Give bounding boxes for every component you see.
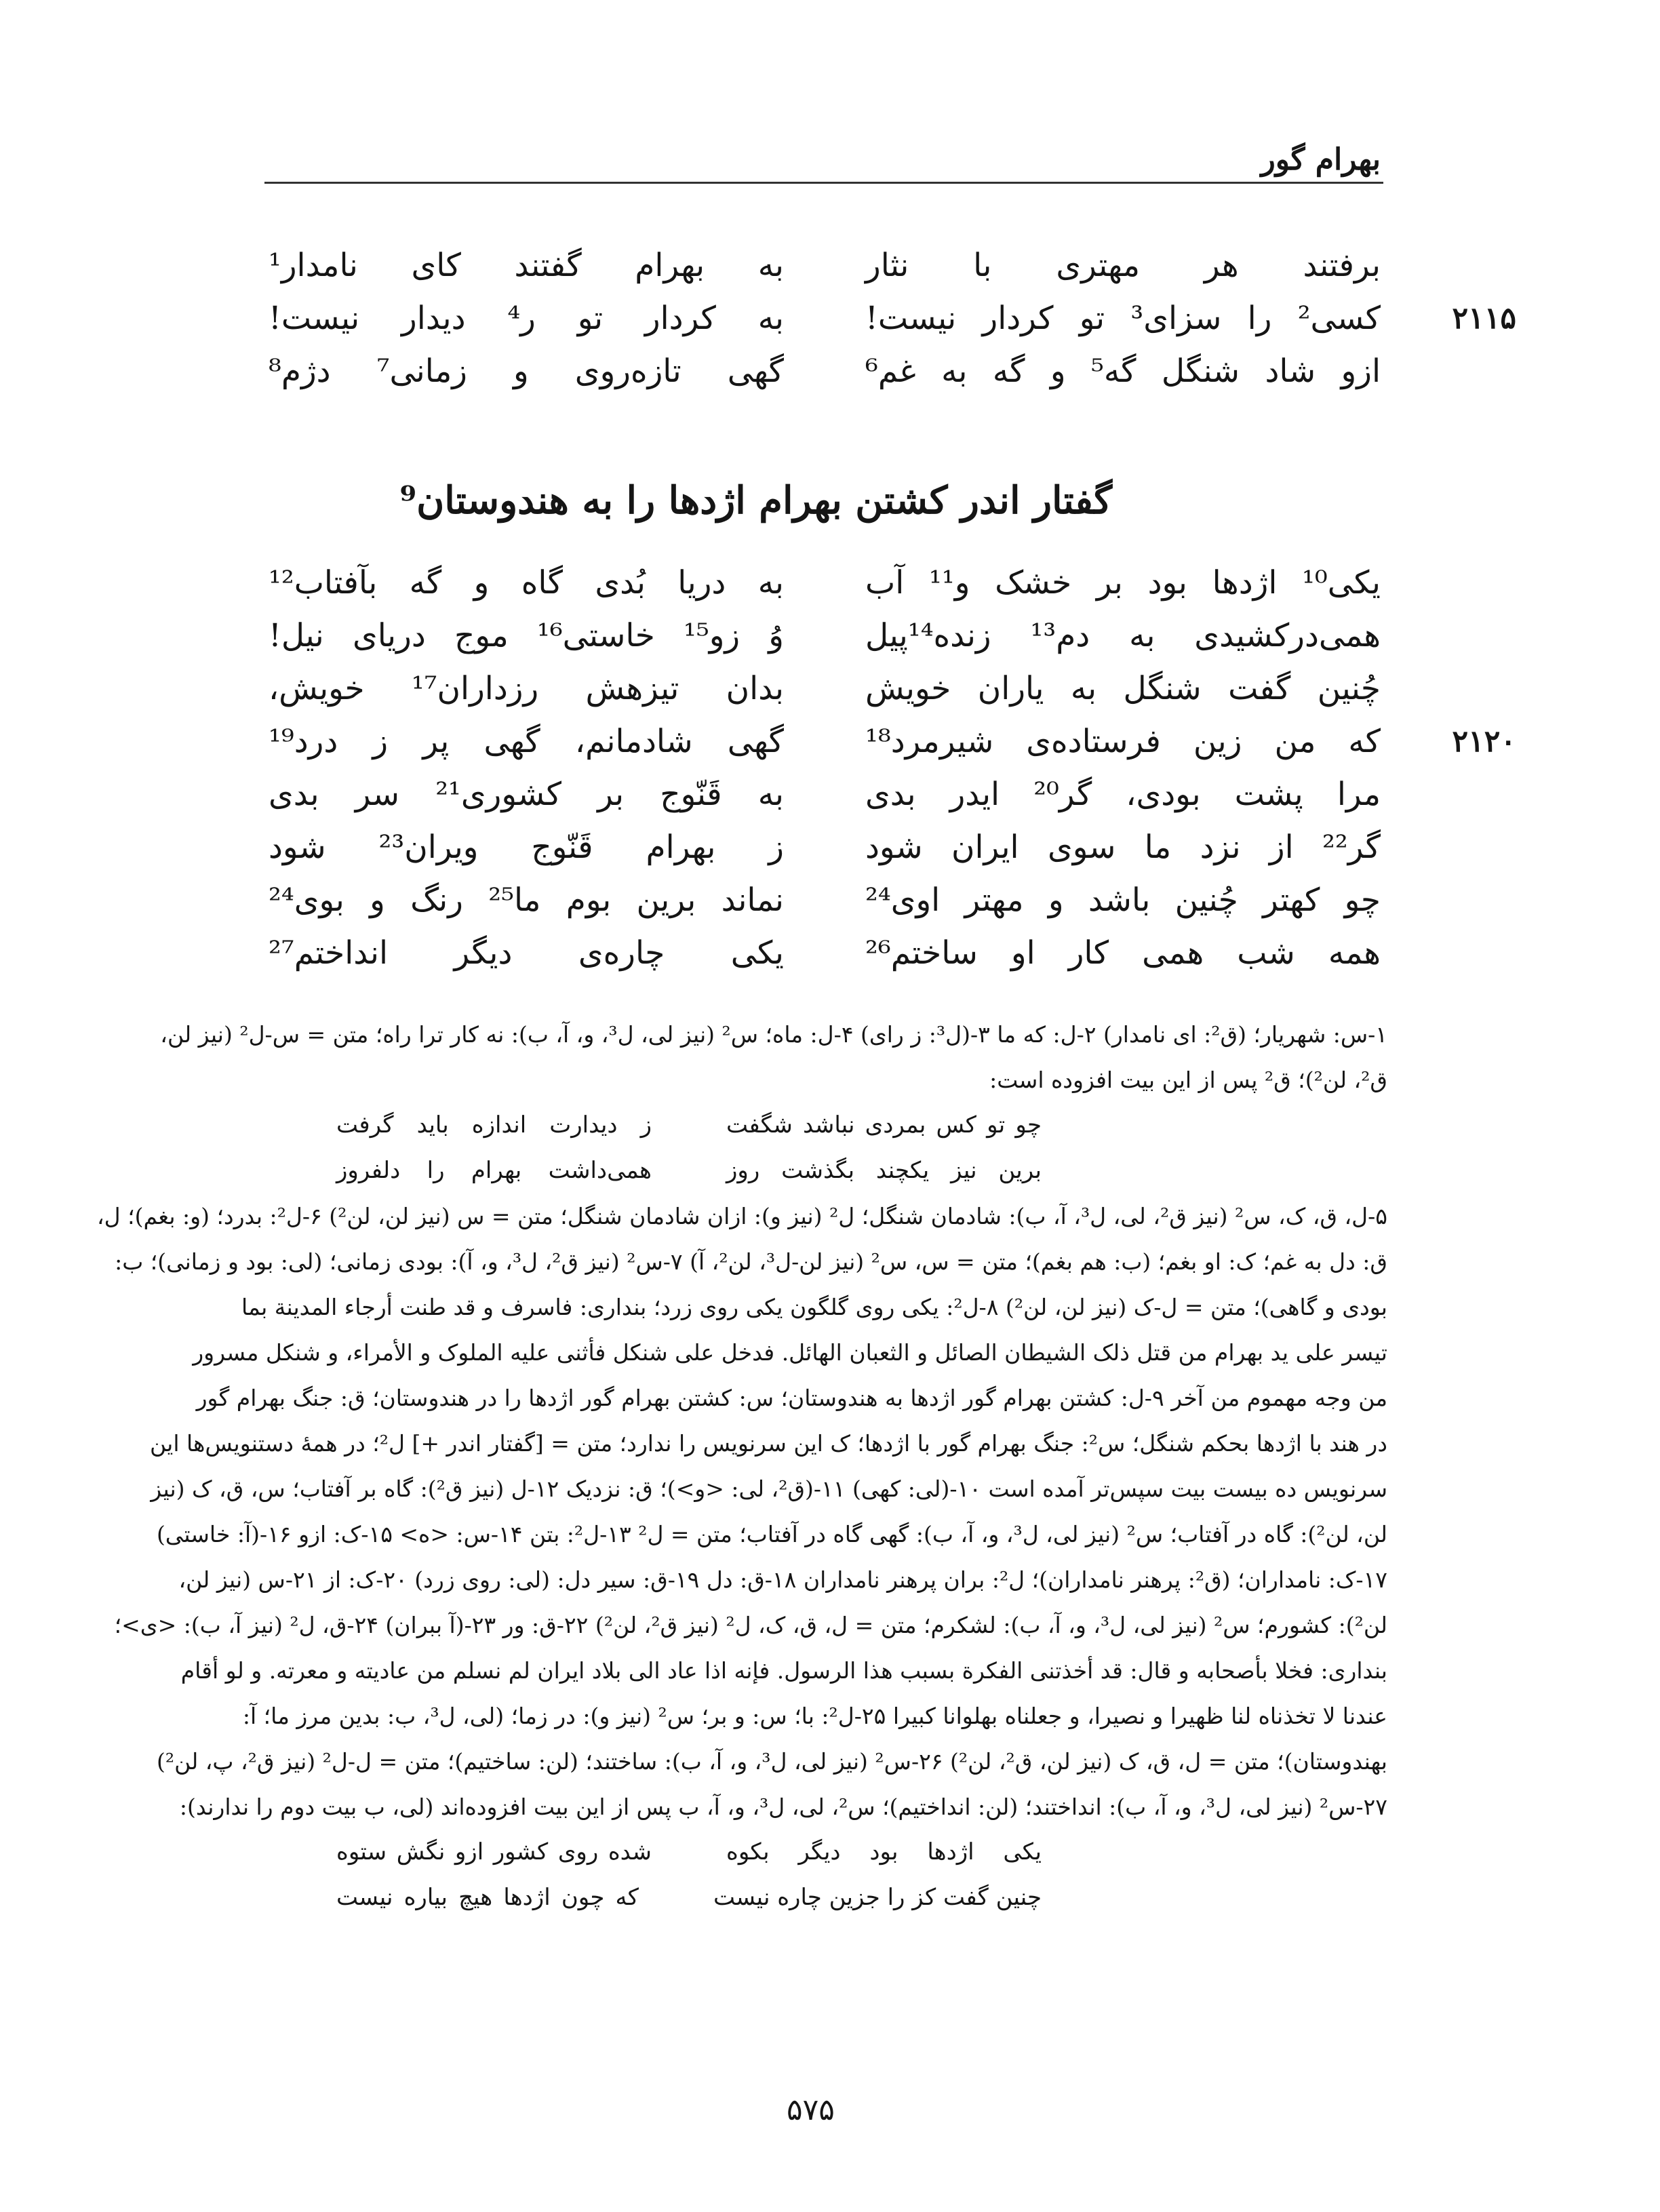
quoted-hemistich-left: شده روی کشور ازو نگش ستوه xyxy=(336,1838,652,1865)
verse-hemistich-left: گهی شادمانم، گهی پر ز درد¹⁹ xyxy=(269,722,784,760)
verse-hemistich-right: یکی¹⁰ اژدها بود بر خشک و¹¹ آب xyxy=(865,564,1381,601)
quoted-couplet xyxy=(262,1103,1387,1148)
verse-hemistich-left: به بهرام گفتند کای نامدار¹ xyxy=(269,246,784,284)
footnote-line: بهندوستان)؛ متن = ل، ق، ک (نیز لن، ق²، لن²) ۲۶-س² (نیز لی، ل³، و، آ، ب): ساختند؛ (لن: ساختیم)؛ متن = ل-ل² (نیز ق²، پ، لن²) xyxy=(156,1748,1387,1775)
quoted-couplet xyxy=(262,1830,1387,1875)
page-number: ۵۷۵ xyxy=(787,2093,835,2127)
verse-couplet xyxy=(269,768,1381,821)
verse-number: ۲۱۱۵ xyxy=(1452,301,1516,336)
footnote-line: ۵-ل، ق، ک، س² (نیز ق²، لی، ل³، آ، ب): شادمان شنگل؛ ل² (نیز و): ازان شادمان شنگل؛ متن = س (نیز لن، لن²) ۶-ل²: بدرد؛ (و: بغم)؛ ل، xyxy=(96,1203,1387,1229)
quoted-hemistich-right: چنین گفت کز را جزین چاره نیست xyxy=(713,1884,1042,1911)
verse-hemistich-right: که من زین فرستاده‌ی شیرمرد¹⁸ xyxy=(865,722,1381,760)
verse-hemistich-left: به کردار تو ر⁴ دیدار نیست! xyxy=(269,299,784,337)
quoted-hemistich-right: یکی اژدها بود دیگر بکوه xyxy=(726,1838,1042,1865)
verse-hemistich-left: به قَنّوج بر کشوری²¹ سر بدی xyxy=(269,775,785,813)
verse-couplet xyxy=(269,662,1381,715)
verse-couplet xyxy=(269,239,1381,292)
footnote-line: ۱-س: شهریار؛ (ق²: ای نامدار) ۲-ل: که ما ۳-(ل³: ز رای) ۴-ل: ماه؛ س² (نیز لی، ل³، و، آ، ب): نه کار ترا راه؛ متن = س-ل² (نیز لن، xyxy=(160,1021,1387,1048)
footnote-line: لن²): کشورم؛ س² (نیز لی، ل³، و، آ، ب): لشکرم؛ متن = ل، ق، ک، ل² (نیز ق²، لن²) ۲۲-ق: ور ۲۳-(آ ببران) ۲۴-ق، ل² (نیز آ، ب): <ی>؛ xyxy=(114,1612,1387,1638)
verse-hemistich-right: چُنین گفت شنگل به یاران خویش xyxy=(865,669,1381,707)
verse-hemistich-left: یکی چاره‌ی دیگر انداختم²⁷ xyxy=(269,934,784,972)
footnote-line: ق: دل به غم؛ ک: او بغم؛ (ب: هم بغم)؛ متن = س، س² (نیز لن-ل³، لن²، آ) ۷-س² (نیز ق²، ل³، و، آ): بودی زمانی؛ (لی: بود و زمانی)؛ ب: xyxy=(115,1248,1387,1275)
quoted-hemistich-right: برین نیز یکچند بگذشت روز xyxy=(726,1157,1042,1184)
verse-hemistich-right: کسی² را سزای³ تو کردار نیست! xyxy=(865,299,1381,337)
verse-hemistich-right: ازو شاد شنگل گه⁵ و گه به غم⁶ xyxy=(865,352,1381,390)
verse-hemistich-right: مرا پشت بودی، گر²⁰ ایدر بدی xyxy=(865,775,1381,813)
quoted-hemistich-left: ز دیدارت اندازه باید گرفت xyxy=(336,1111,652,1139)
footnote-line: تیسر علی ید بهرام من قتل ذلک الشیطان الصائل و الثعبان الهائل. فدخل علی شنکل فأثنی علیه الملوک و الأمراء، و شنکل مسرور xyxy=(193,1339,1387,1366)
verse-couplet xyxy=(269,926,1381,979)
footnote-line: ۱۷-ک: نامداران؛ (ق²: پرهنر نامداران)؛ ل²: بران پرهنر نامداران ۱۸-ق: دل ۱۹-ق: سیر دل: (لی: روی زرد) ۲۰-ک: از ۲۱-س (نیز لن، xyxy=(178,1566,1387,1593)
section-title: گفتار اندر کشتن بهرام اژدها را به هندوستان⁹ xyxy=(399,478,1112,523)
verse-hemistich-right: چو کهتر چُنین باشد و مهتر اوی²⁴ xyxy=(865,881,1381,919)
footnotes xyxy=(96,1012,1387,1920)
verse-couplet xyxy=(269,556,1381,609)
verse-hemistich-left: به دریا بُدی گاه و گه بآفتاب¹² xyxy=(269,564,784,601)
verse-couplet xyxy=(269,821,1381,873)
header-rule xyxy=(264,182,1383,184)
footnote-line: در هند با اژدها بحکم شنگل؛ س²: جنگ بهرام گور با اژدها؛ ک این سرنویس را ندارد؛ متن = [گفتار اندر +] ل²؛ در همهٔ دستنویس‌ها این xyxy=(150,1430,1387,1457)
footnote-line: ۲۷-س² (نیز لی، ل³، و، آ، ب): انداختند؛ (لن: انداختیم)؛ س²، لی، ل³، و، آ، ب پس از این بیت افزوده‌اند (لی، ب بیت دوم را ندارند): xyxy=(179,1794,1387,1820)
footnote-line: سرنویس ده بیست بیت سپس‌تر آمده است ۱۰-(لی: کهی) ۱۱-(ق²، لی: <و>)؛ ق: نزدیک ۱۲-ل (نیز ق²): گاه بر آفتاب؛ س، ق، ک (نیز xyxy=(151,1476,1387,1502)
verse-hemistich-left: گهی تازه‌روی و زمانی⁷ دژم⁸ xyxy=(269,352,784,390)
verse-block-bottom xyxy=(269,556,1516,979)
verse-hemistich-right: همی‌درکشیدی به دم¹³ زنده¹⁴پیل xyxy=(865,616,1381,654)
verse-couplet xyxy=(269,609,1381,662)
verse-hemistich-left: بدان تیزهش رزداران¹⁷ خویش، xyxy=(269,669,784,707)
verse-hemistich-left: وُ زو¹⁵ خاستی¹⁶ موج دریای نیل! xyxy=(269,616,784,654)
verse-hemistich-left: ز بهرام قَنّوج ویران²³ شود xyxy=(269,828,784,866)
quoted-couplet xyxy=(262,1148,1387,1193)
footnote-line: بنداری: فخلا بأصحابه و قال: قد أخذتنی الفکرة بسبب هذا الرسول. فإنه اذا عاد الی بلاد ایران لم نسلم من عادیته و معرته. و لو أقام xyxy=(180,1657,1387,1684)
verse-block-top xyxy=(269,239,1516,397)
quoted-hemistich-right: چو تو کس بمردی نباشد شگفت xyxy=(726,1111,1042,1139)
verse-number: ۲۱۲۰ xyxy=(1452,724,1516,759)
verse-hemistich-right: برفتند هر مهتری با نثار xyxy=(865,246,1381,284)
footnote-line: لن، لن²): گاه در آفتاب؛ س² (نیز لی، ل³، و، آ، ب): گهی گاه در آفتاب؛ متن = ل² ۱۳-ل²: بتن ۱۴-س: <ه> ۱۵-ک: ازو ۱۶-(آ: خاستی) xyxy=(156,1521,1387,1547)
footnote-line: من وجه مهموم من آخر ۹-ل: کشتن بهرام گور اژدها به هندوستان؛ س: کشتن بهرام گور اژدها را در هندوستان؛ ق: جنگ بهرام گور xyxy=(196,1385,1387,1411)
footnote-line: ق²، لن²)؛ ق² پس از این بیت افزوده است: xyxy=(989,1067,1387,1093)
footnote-line: بودی و گاهی)؛ متن = ل-ک (نیز لن، لن²) ۸-ل²: یکی روی گلگون یکی روی زرد؛ بنداری: فاسرف و قد طنت أرجاء المدینة بما xyxy=(241,1294,1387,1320)
quoted-hemistich-left: همی‌داشت بهرام را دلفروز xyxy=(336,1157,652,1184)
verse-couplet xyxy=(269,344,1381,397)
verse-couplet xyxy=(269,873,1381,926)
running-head: بهرام گور xyxy=(1261,142,1381,177)
verse-hemistich-right: گر²² از نزد ما سوی ایران شود xyxy=(865,828,1381,866)
verse-couplet xyxy=(269,292,1516,344)
verse-couplet xyxy=(269,715,1516,768)
quoted-couplet xyxy=(262,1875,1387,1920)
quoted-hemistich-left: که چون اژدها هیچ بیاره نیست xyxy=(336,1884,639,1911)
verse-hemistich-right: همه شب همی کار او ساختم²⁶ xyxy=(865,934,1381,972)
footnote-line: عندنا لا تخذناه لنا ظهیرا و نصیرا، و جعلناه بهلوانا کبیرا ۲۵-ل²: با؛ س: و بر؛ س² (نیز و): در زما؛ (لی، ل³، ب: بدین مرز ما؛ آ: xyxy=(242,1703,1387,1729)
verse-hemistich-left: نماند برین بوم ما²⁵ رنگ و بوی²⁴ xyxy=(269,881,784,919)
